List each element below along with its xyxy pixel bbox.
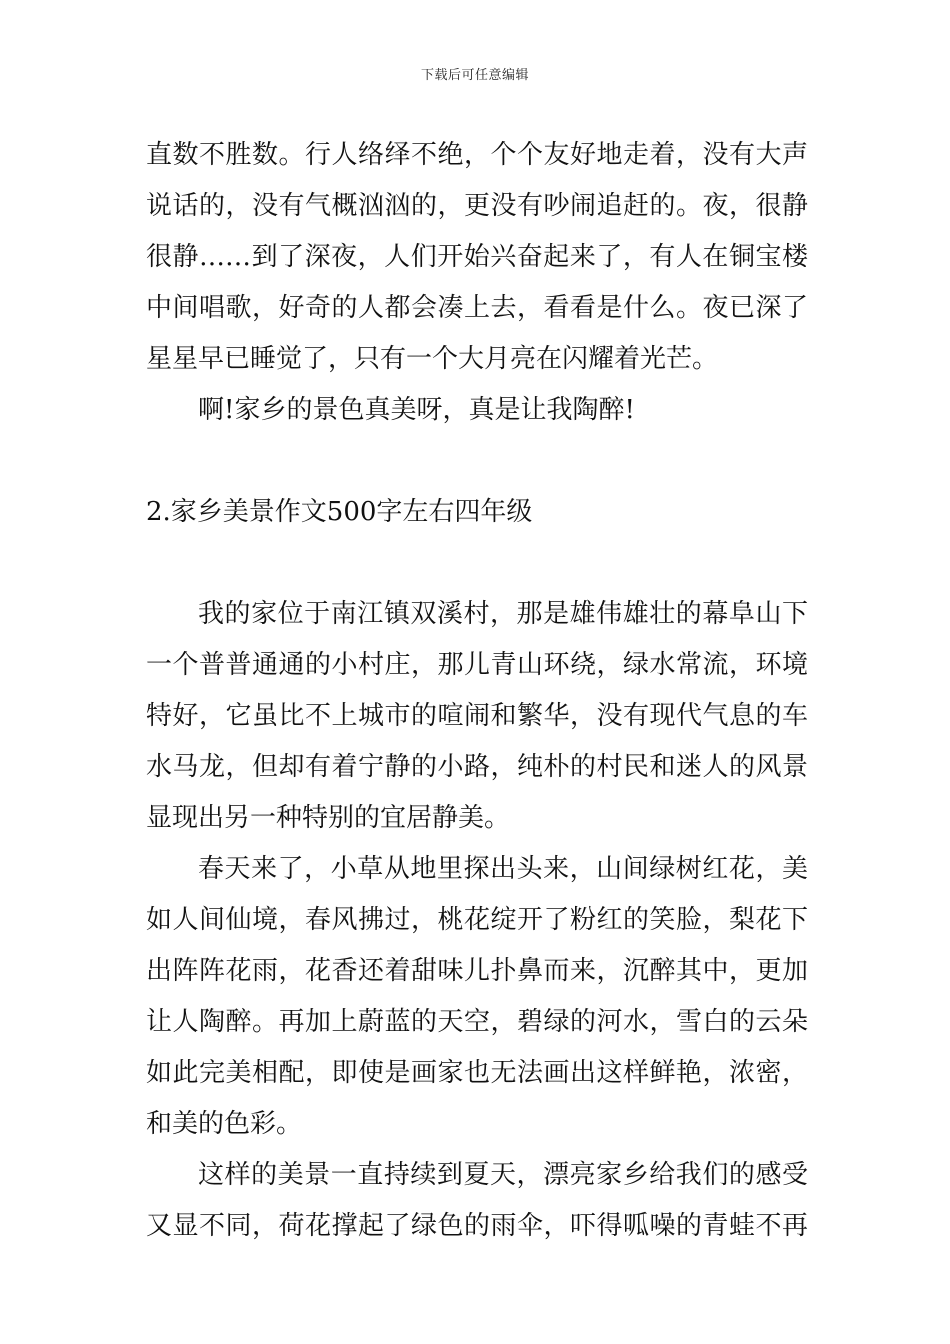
text-line: 啊!家乡的景色真美呀，真是让我陶醉!	[198, 395, 635, 425]
text-line: 中间唱歌，好奇的人都会凑上去，看看是什么。夜已深了	[146, 293, 808, 323]
text-line: 特好，它虽比不上城市的喧闹和繁华，没有现代气息的车	[146, 701, 808, 731]
paragraph	[146, 385, 808, 436]
text-line: 如此完美相配，即使是画家也无法画出这样鲜艳，浓密，	[146, 1058, 808, 1088]
paragraph	[146, 589, 808, 844]
text-line: 水马龙，但却有着宁静的小路，纯朴的村民和迷人的风景	[146, 752, 808, 782]
paragraph	[146, 1150, 808, 1252]
text-line: 出阵阵花雨，花香还着甜味儿扑鼻而来，沉醉其中，更加	[146, 956, 808, 986]
text-line: 和美的色彩。	[146, 1109, 303, 1139]
spacer	[146, 436, 808, 487]
page-header: 下载后可任意编辑	[420, 68, 529, 83]
section-heading: 2.家乡美景作文500字左右四年级	[146, 497, 533, 527]
text-line: 如人间仙境，春风拂过，桃花绽开了粉红的笑脸，梨花下	[146, 905, 808, 935]
text-line: 直数不胜数。行人络绎不绝，个个友好地走着，没有大声	[146, 140, 808, 170]
spacer	[146, 538, 808, 589]
text-line: 我的家位于南江镇双溪村，那是雄伟雄壮的幕阜山下	[198, 599, 808, 629]
text-line: 一个普普通通的小村庄，那儿青山环绕，绿水常流，环境	[146, 650, 808, 680]
text-line: 星星早已睡觉了，只有一个大月亮在闪耀着光芒。	[146, 344, 719, 374]
paragraph	[146, 130, 808, 385]
text-line: 春天来了，小草从地里探出头来，山间绿树红花，美	[198, 854, 808, 884]
text-line: 很静……到了深夜，人们开始兴奋起来了，有人在铜宝楼	[146, 242, 808, 272]
text-line: 又显不同，荷花撑起了绿色的雨伞，吓得呱噪的青蛙不再	[146, 1211, 808, 1241]
document-body	[146, 130, 808, 1252]
text-line: 说话的，没有气概汹汹的，更没有吵闹追赶的。夜，很静	[146, 191, 808, 221]
text-line: 让人陶醉。再加上蔚蓝的天空，碧绿的河水，雪白的云朵	[146, 1007, 808, 1037]
text-line: 这样的美景一直持续到夏天，漂亮家乡给我们的感受	[198, 1160, 808, 1190]
text-line: 显现出另一种特别的宜居静美。	[146, 803, 511, 833]
paragraph	[146, 844, 808, 1150]
